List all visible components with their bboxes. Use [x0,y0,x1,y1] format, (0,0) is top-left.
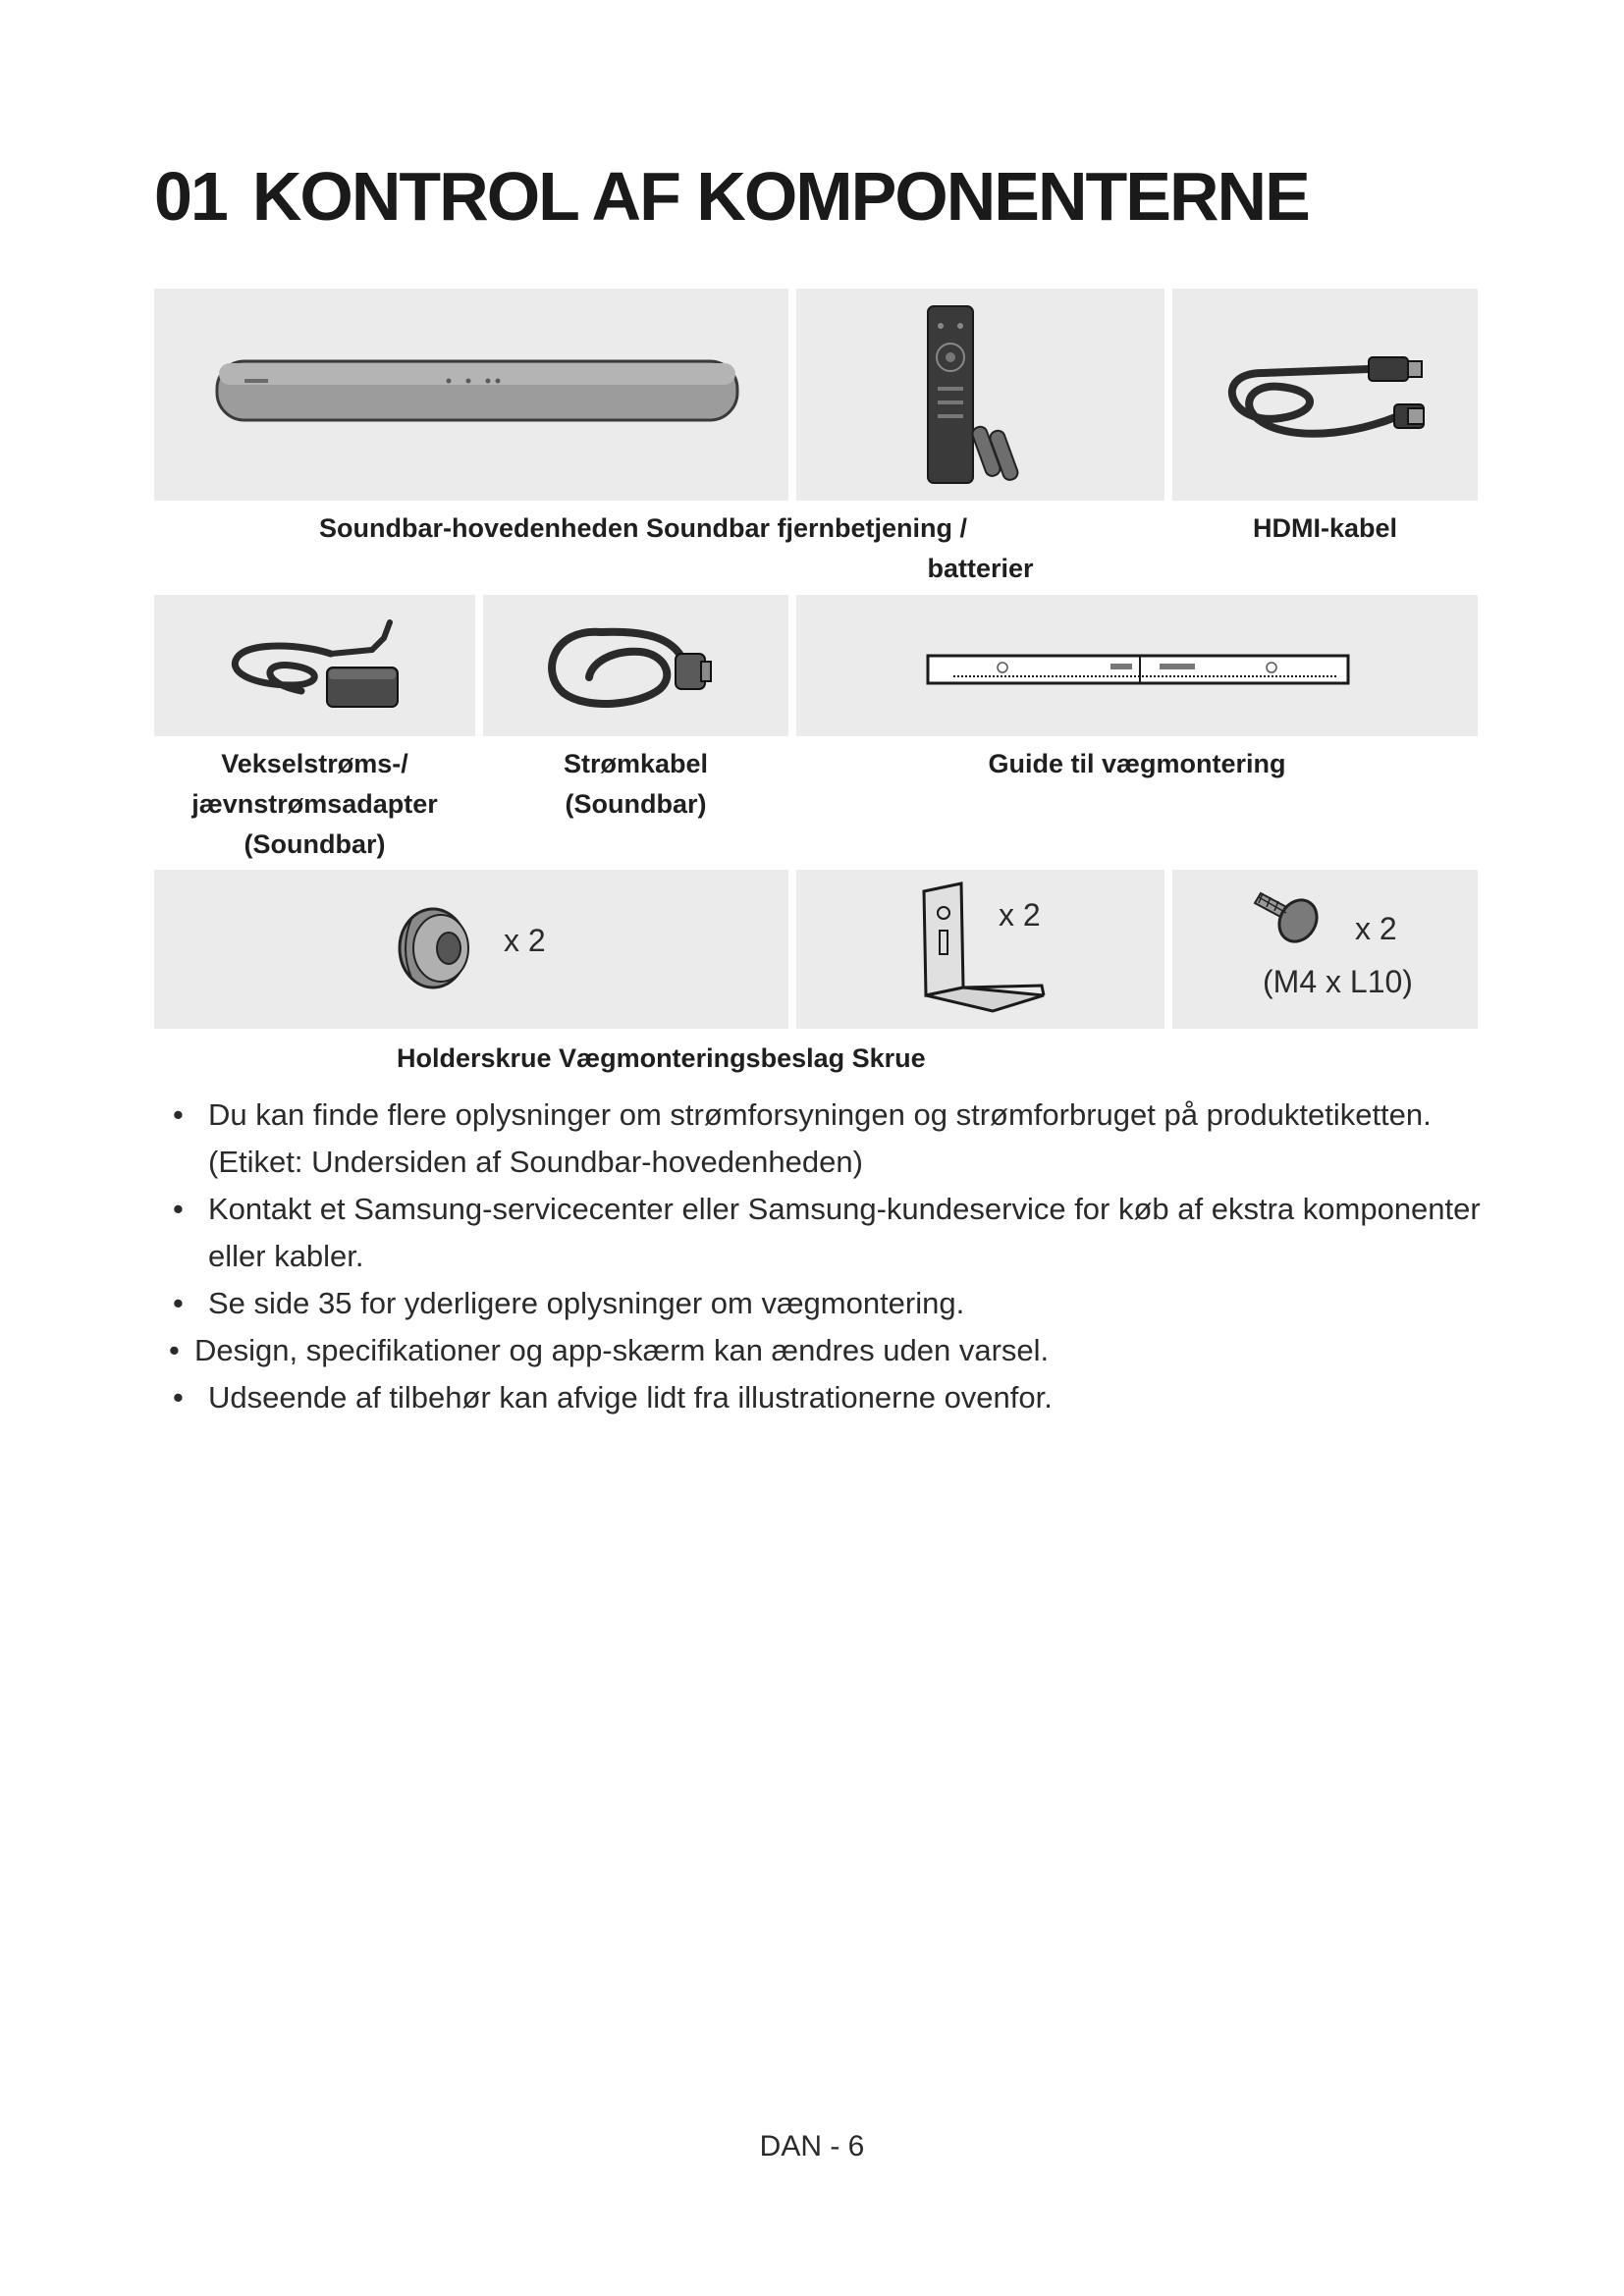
label-wall-guide: Guide til vægmontering [988,749,1286,778]
label-adapter-2: jævnstrømsadapter [191,789,438,819]
screw-spec: (M4 x L10) [1263,964,1413,999]
label-hdmi: HDMI-kabel [1252,513,1398,543]
bracket-qty: x 2 [999,897,1041,933]
note-text: Kontakt et Samsung-servicecenter eller Samsung-kundeservice for køb af ekstra komponenter [208,1192,1481,1226]
note-text: Udseende af tilbehør kan afvige lidt fra illustrationerne ovenfor. [208,1380,1053,1415]
note-item [169,1092,1481,1186]
note-text-cont: eller kabler. [208,1239,364,1273]
page-title [154,157,1309,236]
label-row1-left-cont: batterier [927,554,1034,583]
screw-qty: x 2 [1355,911,1397,946]
label-adapter-3: (Soundbar) [244,829,386,859]
cell-wall-guide [796,595,1478,736]
soundbar-icon [154,289,788,501]
wall-bracket-icon [796,870,1164,1029]
hdmi-cable-icon [1172,289,1478,501]
cell-remote [796,289,1164,501]
page-footer: DAN - 6 [759,2130,865,2163]
remote-control-icon [796,289,1164,501]
cell-screw [1172,870,1478,1029]
note-item [165,1327,1481,1374]
label-row3: Holderskrue Vægmonteringsbeslag Skrue [397,1043,926,1073]
note-text: Se side 35 for yderligere oplysninger om vægmontering. [208,1286,965,1320]
note-text: Du kan finde flere oplysninger om strømforsyningen og strømforbruget på produktetiketten. [208,1097,1432,1132]
note-item [169,1186,1481,1280]
label-row1-left: Soundbar-hovedenheden Soundbar fjernbetjening / [319,513,968,543]
wall-mount-guide-icon [796,595,1478,736]
cell-power-cord [483,595,788,736]
label-power-cord-1: Strømkabel [563,749,709,778]
holder-screw-qty: x 2 [504,923,546,958]
note-text-cont: (Etiket: Undersiden af Soundbar-hovedenheden) [208,1145,863,1179]
cell-bracket [796,870,1164,1029]
cell-soundbar [154,289,788,501]
notes-list [169,1092,1481,1421]
cell-hdmi [1172,289,1478,501]
label-power-cord-2: (Soundbar) [565,789,707,819]
note-item [169,1280,1481,1327]
power-cord-icon [483,595,788,736]
screw-icon [1172,870,1478,1029]
note-item [169,1374,1481,1421]
label-adapter-1: Vekselstrøms-/ [221,749,408,778]
holder-screw-icon [154,870,788,1029]
cell-holder-screw [154,870,788,1029]
note-text: Design, specifikationer og app-skærm kan ændres uden varsel. [194,1333,1050,1367]
section-title: KONTROL AF KOMPONENTERNE [251,158,1309,235]
power-adapter-icon [154,595,475,736]
section-number: 01 [154,158,227,235]
cell-adapter [154,595,475,736]
